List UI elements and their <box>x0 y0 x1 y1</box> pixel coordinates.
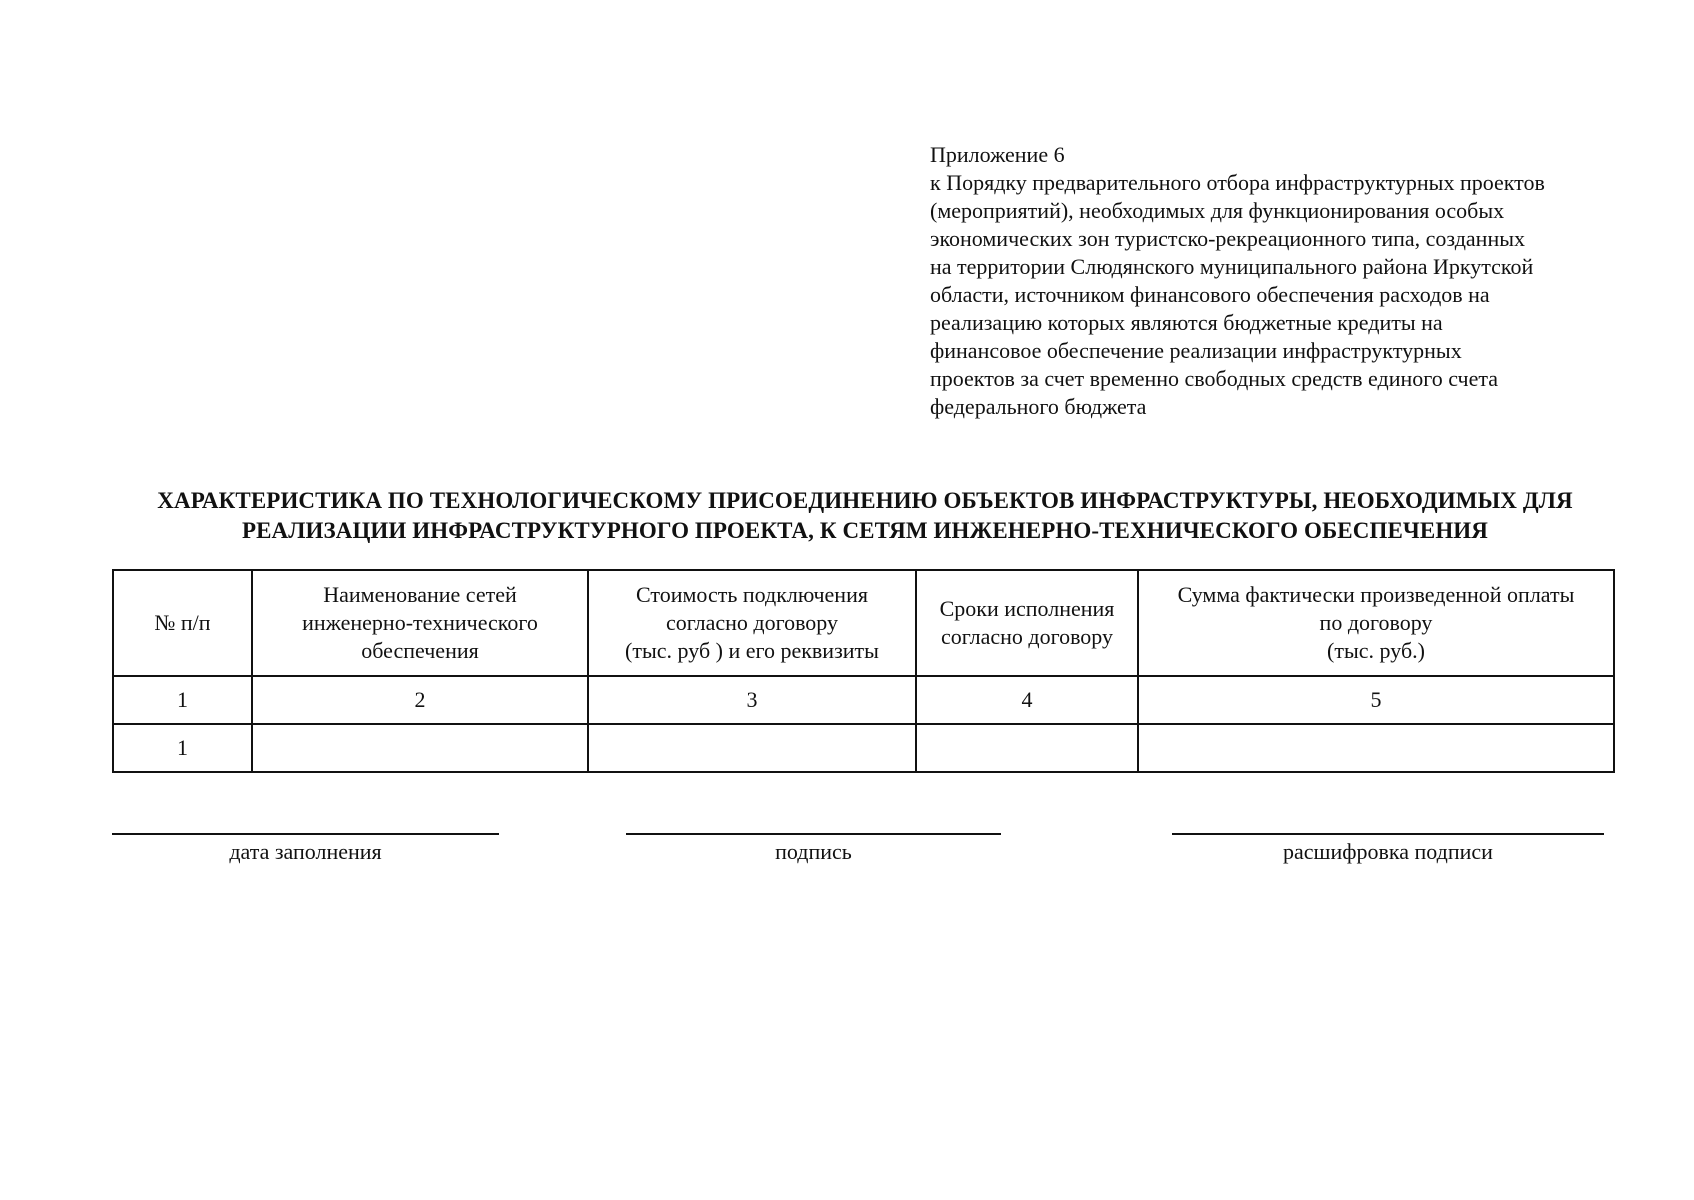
appendix-line: федерального бюджета <box>930 394 1147 419</box>
header-text: Стоимость подключения <box>636 582 868 607</box>
header-text: (тыс. руб.) <box>1327 638 1425 663</box>
appendix-line: финансовое обеспечение реализации инфраструктурных <box>930 338 1462 363</box>
date-signature-line[interactable] <box>112 833 499 835</box>
header-text: обеспечения <box>361 638 479 663</box>
network-name-cell[interactable] <box>252 724 588 772</box>
table-row <box>113 724 1614 772</box>
header-text: (тыс. руб ) и его реквизиты <box>625 638 879 663</box>
column-number-cell: 4 <box>916 676 1138 724</box>
signature-label: подпись <box>775 839 852 864</box>
header-cell-number <box>113 570 252 676</box>
connection-table <box>112 569 1615 773</box>
header-cell-payment-sum <box>1138 570 1614 676</box>
appendix-line: на территории Слюдянского муниципального района Иркутской <box>930 254 1534 279</box>
date-label: дата заполнения <box>229 839 382 864</box>
appendix-line: (мероприятий), необходимых для функционирования особых <box>930 198 1505 223</box>
column-number-row <box>113 676 1614 724</box>
appendix-line: проектов за счет временно свободных средств единого счета <box>930 366 1499 391</box>
row-number-cell: 1 <box>113 724 252 772</box>
appendix-line: экономических зон туристско-рекреационного типа, созданных <box>930 226 1525 251</box>
document-title-line-2: РЕАЛИЗАЦИИ ИНФРАСТРУКТУРНОГО ПРОЕКТА, К СЕТЯМ ИНЖЕНЕРНО-ТЕХНИЧЕСКОГО ОБЕСПЕЧЕНИЯ <box>241 518 1489 543</box>
header-text: согласно договору <box>940 624 1114 649</box>
header-text: согласно договору <box>665 610 839 635</box>
column-number-cell: 2 <box>252 676 588 724</box>
header-cell-deadlines <box>916 570 1138 676</box>
appendix-line: к Порядку предварительного отбора инфраструктурных проектов <box>930 170 1545 195</box>
document-title-line-1: ХАРАКТЕРИСТИКА ПО ТЕХНОЛОГИЧЕСКОМУ ПРИСОЕДИНЕНИЮ ОБЪЕКТОВ ИНФРАСТРУКТУРЫ, НЕОБХОДИМЫХ ДЛЯ <box>157 488 1573 513</box>
document-title <box>100 486 1630 546</box>
header-text: по договору <box>1319 610 1433 635</box>
header-text: № п/п <box>154 610 211 635</box>
appendix-line: области, источником финансового обеспечения расходов на <box>930 282 1490 307</box>
signature-line[interactable] <box>626 833 1001 835</box>
header-text: Наименование сетей <box>323 582 517 607</box>
header-text: Сумма фактически произведенной оплаты <box>1177 582 1575 607</box>
deadline-cell[interactable] <box>916 724 1138 772</box>
payment-sum-cell[interactable] <box>1138 724 1614 772</box>
appendix-block <box>930 141 1650 421</box>
table-header-row <box>113 570 1614 676</box>
column-number-cell: 5 <box>1138 676 1614 724</box>
header-cell-network-name <box>252 570 588 676</box>
header-text: Сроки исполнения <box>939 596 1115 621</box>
connection-cost-cell[interactable] <box>588 724 916 772</box>
appendix-line: реализацию которых являются бюджетные кредиты на <box>930 310 1443 335</box>
appendix-line: Приложение 6 <box>930 142 1065 167</box>
decoding-signature-line[interactable] <box>1172 833 1604 835</box>
header-cell-connection-cost <box>588 570 916 676</box>
column-number-cell: 3 <box>588 676 916 724</box>
header-text: инженерно-технического <box>302 610 538 635</box>
decoding-label: расшифровка подписи <box>1283 839 1493 864</box>
column-number-cell: 1 <box>113 676 252 724</box>
